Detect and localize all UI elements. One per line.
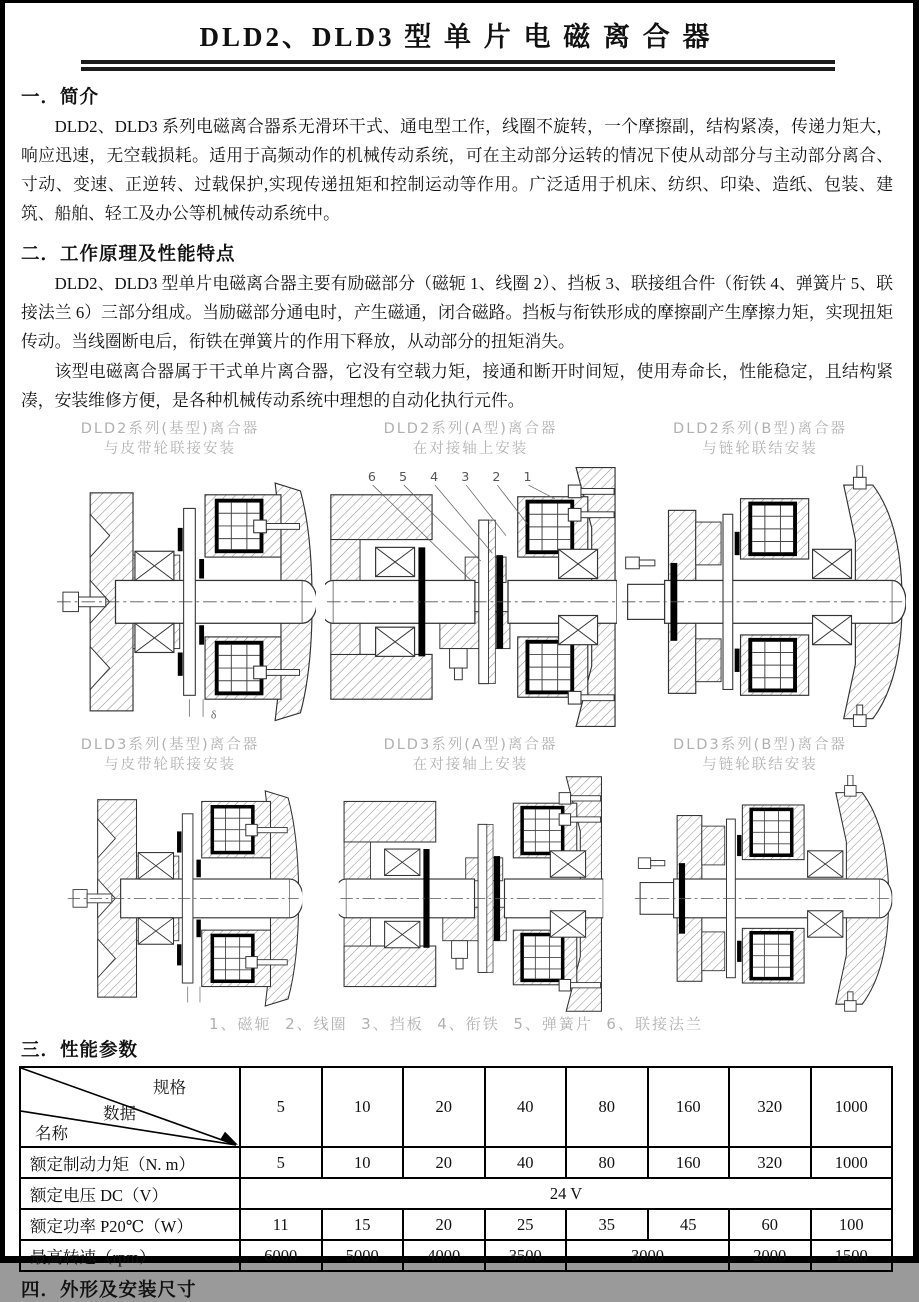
figure-caption-line: DLD3系列(基型)离合器 — [80, 737, 260, 753]
table-value-cell: 1500 — [811, 1240, 893, 1271]
figure-caption — [673, 419, 847, 459]
figure-panel — [620, 419, 900, 735]
table-value-cell: 4000 — [403, 1240, 485, 1271]
figure-caption-line: 与链轮联结安装 — [702, 441, 818, 457]
table-value-cell: 320 — [729, 1147, 811, 1178]
principle-paragraph-2: 该型电磁离合器属于干式单片离合器，它没有空载力矩，接通和断开时间短，使用寿命长，性能稳定，且结构紧凑，安装维修方便，是各种机械传动系统中理想的自动化执行元件。 — [21, 362, 893, 410]
principle-paragraph-1: DLD2、DLD3 型单片电磁离合器主要有励磁部分（磁轭 1、线圈 2）、挡板 3、联接组合件（衔铁 4、弹簧片 5、联接法兰 6）三部分组成。当励磁部分通电时，产生磁通，闭合磁路。挡板与衔铁形成的摩擦副产生摩擦力矩，实现扭矩传动。当线圈断电后，衔铁在弹簧片的作用下释放，从动部分的扭矩消失。 — [21, 274, 893, 351]
page-title: DLD2、DLD3 型 单 片 电 磁 离 合 器 — [199, 22, 713, 52]
part-number-label: 4 — [429, 469, 438, 485]
figure-caption-line: DLD2系列(B型)离合器 — [673, 421, 847, 437]
table-value-cell: 20 — [403, 1209, 485, 1240]
table-value-cell: 40 — [485, 1147, 567, 1178]
spec-column-header: 40 — [485, 1067, 567, 1147]
clutch-drawing-sprocket — [614, 775, 906, 1013]
table-value-cell: 100 — [811, 1209, 893, 1240]
row-label: 最高转速（rpm） — [20, 1240, 240, 1271]
clutch-drawing-coupling — [325, 459, 617, 735]
title-divider — [81, 60, 835, 71]
clutch-drawing-pulley — [24, 459, 316, 735]
part-number-label: 5 — [398, 469, 407, 485]
figure-panel — [321, 735, 620, 1013]
intro-paragraph: DLD2、DLD3 系列电磁离合器系无滑环干式、通电型工作，线圈不旋转，一个摩擦副，结构紧凑，传递力矩大，响应迅速，无空载损耗。适用于高频动作的机械传动系统，可在主动部分运转的情况下使从动部分与主动部分离合、寸动、变速、正逆转、过载保护,实现传递扭矩和控制运动等作用。广泛适用于机床、纺织、印染、造纸、包装、建筑、船舶、轻工及办公等机械传动系统中。 — [21, 117, 893, 223]
row-label: 额定制动力矩（N. m） — [20, 1147, 240, 1178]
table-value-cell: 11 — [240, 1209, 322, 1240]
figure-caption-line: DLD2系列(A型)离合器 — [383, 421, 558, 437]
table-value-cell: 80 — [566, 1147, 648, 1178]
figure-caption-line: DLD3系列(A型)离合器 — [383, 737, 558, 753]
table-corner-cell — [20, 1067, 240, 1147]
clutch-drawing-coupling — [325, 775, 617, 1013]
figure-caption-line: 与皮带轮联接安装 — [103, 757, 236, 773]
table-value-cell: 24 V — [240, 1178, 892, 1209]
figure-caption — [384, 735, 558, 775]
table-value-cell: 2000 — [729, 1240, 811, 1271]
figure-caption — [673, 735, 847, 775]
table-value-cell: 160 — [648, 1147, 730, 1178]
figure-panel — [19, 419, 321, 735]
figure-caption — [384, 419, 558, 459]
performance-table-grid — [19, 1066, 893, 1272]
table-value-cell: 1000 — [811, 1147, 893, 1178]
section-4-heading: 四．外形及安装尺寸 — [21, 1281, 197, 1301]
part-number-label: 3 — [460, 469, 469, 485]
table-value-cell: 3500 — [485, 1240, 567, 1271]
table-value-cell: 6000 — [240, 1240, 322, 1271]
corner-label-data: 数据 — [103, 1104, 136, 1123]
section-2-heading: 二．工作原理及性能特点 — [21, 245, 236, 265]
corner-label-name: 名称 — [35, 1124, 68, 1143]
table-value-cell: 5 — [240, 1147, 322, 1178]
figure-panel — [321, 419, 620, 735]
table-value-cell: 5000 — [322, 1240, 404, 1271]
figure-grid — [19, 419, 893, 1013]
figure-parts-caption: 1、磁轭 2、线圈 3、挡板 4、衔铁 5、弹簧片 6、联接法兰 — [209, 1015, 703, 1033]
figure-caption-line: DLD3系列(B型)离合器 — [673, 737, 847, 753]
performance-table — [19, 1066, 893, 1272]
table-value-cell: 25 — [485, 1209, 567, 1240]
clutch-drawing-sprocket — [614, 459, 906, 735]
table-value-cell: 60 — [729, 1209, 811, 1240]
figure-panel — [19, 735, 321, 1013]
spec-column-header: 10 — [322, 1067, 404, 1147]
row-label: 额定电压 DC（V） — [20, 1178, 240, 1209]
spec-column-header: 1000 — [811, 1067, 893, 1147]
figure-caption-line: 在对接轴上安装 — [412, 441, 529, 457]
figure-caption — [81, 419, 259, 459]
part-number-label: 1 — [523, 469, 532, 485]
section-3-heading: 三．性能参数 — [21, 1041, 139, 1061]
table-value-cell: 10 — [322, 1147, 404, 1178]
spec-column-header: 5 — [240, 1067, 322, 1147]
figure-caption-line: 与皮带轮联接安装 — [103, 441, 236, 457]
section-1-heading: 一．简介 — [21, 88, 100, 108]
table-value-cell: 15 — [322, 1209, 404, 1240]
row-label: 额定功率 P20℃（W） — [20, 1209, 240, 1240]
figure-caption-line: 在对接轴上安装 — [412, 757, 529, 773]
corner-label-spec: 规格 — [153, 1078, 186, 1097]
table-value-cell: 35 — [566, 1209, 648, 1240]
part-number-label: 2 — [491, 469, 500, 485]
table-value-cell: 45 — [648, 1209, 730, 1240]
clutch-drawing-pulley — [24, 775, 316, 1013]
gap-dimension-label: δ — [210, 708, 217, 722]
table-value-cell: 3000 — [566, 1240, 729, 1271]
spec-column-header: 20 — [403, 1067, 485, 1147]
page-content — [5, 3, 913, 1302]
spec-column-header: 80 — [566, 1067, 648, 1147]
table-value-cell: 20 — [403, 1147, 485, 1178]
figure-caption — [81, 735, 259, 775]
figure-caption-line: DLD2系列(基型)离合器 — [80, 421, 260, 437]
spec-column-header: 320 — [729, 1067, 811, 1147]
part-number-label: 6 — [367, 469, 376, 485]
figure-panel — [620, 735, 900, 1013]
figure-caption-line: 与链轮联结安装 — [702, 757, 818, 773]
spec-column-header: 160 — [648, 1067, 730, 1147]
